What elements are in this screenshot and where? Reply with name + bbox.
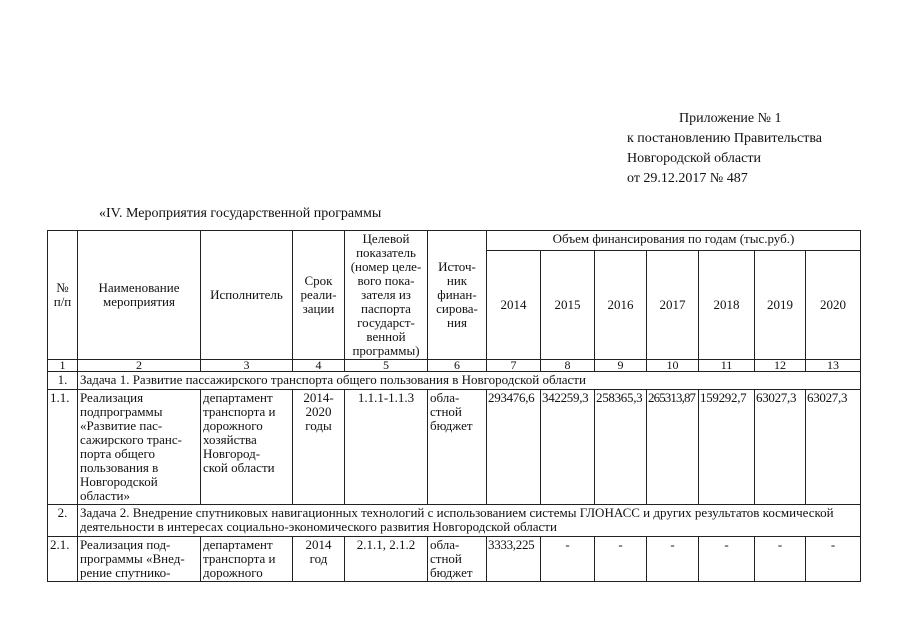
header-executor: Исполнитель [201, 231, 293, 360]
row-1-value-2019: 63027,3 [755, 390, 806, 505]
col-number: 12 [755, 360, 806, 372]
task-2-text: Задача 2. Внедрение спутниковых навигационных технологий с использованием системы ГЛОНАСС и других результатов космической деятельности в интересах социально-экономического развития Новгородской области [78, 505, 861, 537]
appendix-title: Приложение № 1 [679, 111, 782, 126]
col-number: 2 [78, 360, 201, 372]
header-year-2018: 2018 [699, 251, 755, 360]
header-year-2019: 2019 [755, 251, 806, 360]
appendix-line-2: к постановлению Правительства [627, 131, 823, 146]
row-2-value-2015: - [541, 537, 595, 582]
program-measures-table [47, 230, 861, 582]
appendix-line-3: Новгородской области [627, 151, 761, 166]
row-2-executor: департамент транспорта и дорожного [201, 537, 293, 582]
appendix-header [627, 109, 822, 189]
col-number: 10 [647, 360, 699, 372]
header-year-2020: 2020 [806, 251, 861, 360]
row-2-value-2018: - [699, 537, 755, 582]
row-2-value-2017: - [647, 537, 699, 582]
row-1-value-2020: 63027,3 [806, 390, 861, 505]
header-num: № п/п [48, 231, 78, 360]
row-1-term: 2014- 2020 годы [293, 390, 345, 505]
row-1-value-2014: 293476,6 [487, 390, 541, 505]
row-2-source: обла- стной бюджет [428, 537, 487, 582]
row-2-name: Реализация под- программы «Внед- рение спутнико- [78, 537, 201, 582]
col-number: 1 [48, 360, 78, 372]
header-name: Наименование мероприятия [78, 231, 201, 360]
col-number: 9 [595, 360, 647, 372]
row-1-value-2017: 265313,87 [647, 390, 699, 505]
header-year-2015: 2015 [541, 251, 595, 360]
appendix-line-4: от 29.12.2017 № 487 [627, 171, 748, 186]
col-number: 3 [201, 360, 293, 372]
section-title: «IV. Мероприятия государственной программы [99, 206, 382, 221]
col-number: 6 [428, 360, 487, 372]
header-term: Срок реали- зации [293, 231, 345, 360]
header-indicator: Целевой показатель (номер целе- вого пока- зателя из паспорта государст- венной программы) [345, 231, 428, 360]
row-2-term: 2014 год [293, 537, 345, 582]
col-number: 7 [487, 360, 541, 372]
header-source: Источ- ник финан- сирова- ния [428, 231, 487, 360]
col-number: 13 [806, 360, 861, 372]
task-1-num: 1. [48, 372, 78, 390]
row-1-indicator: 1.1.1-1.1.3 [345, 390, 428, 505]
row-2-num: 2.1. [48, 537, 78, 582]
col-number: 8 [541, 360, 595, 372]
col-number: 4 [293, 360, 345, 372]
row-1-value-2018: 159292,7 [699, 390, 755, 505]
task-2-num: 2. [48, 505, 78, 537]
header-year-2016: 2016 [595, 251, 647, 360]
row-2-value-2014: 3333,225 [487, 537, 541, 582]
row-1-value-2016: 258365,3 [595, 390, 647, 505]
col-number: 5 [345, 360, 428, 372]
row-2-indicator: 2.1.1, 2.1.2 [345, 537, 428, 582]
row-1-value-2015: 342259,3 [541, 390, 595, 505]
row-2-value-2019: - [755, 537, 806, 582]
col-number: 11 [699, 360, 755, 372]
header-funding: Объем финансирования по годам (тыс.руб.) [487, 231, 861, 251]
row-1-source: обла- стной бюджет [428, 390, 487, 505]
header-year-2017: 2017 [647, 251, 699, 360]
row-2-value-2016: - [595, 537, 647, 582]
row-1-num: 1.1. [48, 390, 78, 505]
row-1-name: Реализация подпрограммы «Развитие пас- сажирского транс- порта общего пользования в Новгородской области» [78, 390, 201, 505]
row-2-value-2020: - [806, 537, 861, 582]
task-1-text: Задача 1. Развитие пассажирского транспорта общего пользования в Новгородской области [78, 372, 861, 390]
header-year-2014: 2014 [487, 251, 541, 360]
row-1-executor: департамент транспорта и дорожного хозяйства Новгород- ской области [201, 390, 293, 505]
